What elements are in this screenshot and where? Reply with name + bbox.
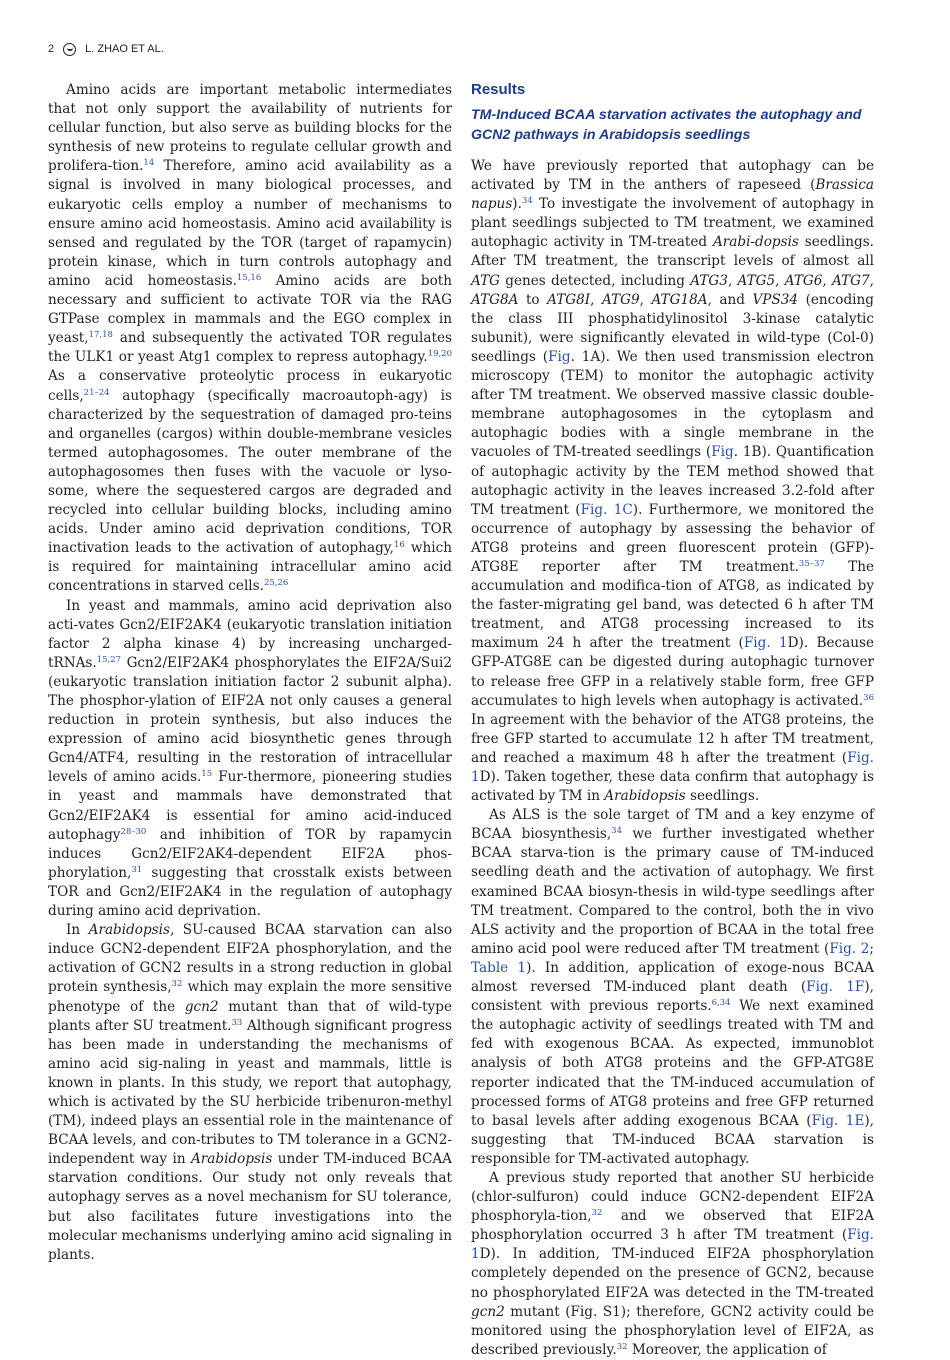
figure-link[interactable]: Fig. 1 — [471, 749, 874, 785]
subsection-title: TM-Induced BCAA starvation activates the autophagy and GCN2 pathways in Arabidopsis seedlings — [471, 107, 862, 143]
citation-link[interactable]: 32 — [171, 979, 183, 990]
italic-term: ATG8A — [471, 291, 519, 308]
italic-term: Arabidopsis — [88, 922, 170, 939]
citation-link[interactable]: 25,26 — [263, 578, 289, 589]
citation-link[interactable]: 36 — [863, 692, 874, 703]
paragraph: In Arabidopsis, SU-caused BCAA starvation can also induce GCN2-dependent EIF2A phosphorylation, and the activation of GCN2 results in a strong reduction in global protein synthesis,$^{32}$ which may explain the more sensitive phenotype of the gcn2 mutant than that of wild-type plants after SU treatment.$^{33}$ Although significant progress has been made in understanding the mechanisms of amino acid sig-naling in yeast and mammals, little is known in plants. In this study, we report that autophagy, which is activated by the SU herbicide tribenuron-methyl (TM), indeed plays an essential role in the maintenance of BCAA levels, and con-tributes to TM tolerance in a GCN2-independent way in Arabidopsis under TM-induced BCAA starvation conditions. Our study not only reveals that autophagy serves as a novel mechanism for SU tolerance, but also facilitates future investigations into the molecular mechanisms underlying amino acid signaling in plants. — [48, 922, 452, 1263]
citation-link[interactable]: 31 — [131, 864, 143, 875]
italic-term: ATG9 — [601, 291, 640, 308]
figure-link[interactable]: Fig. 1E — [811, 1112, 865, 1129]
paragraph: In yeast and mammals, amino acid deprivation also acti-vates Gcn2/EIF2AK4 (eukaryotic translation initiation factor 2 alpha kinase 4) by increasing uncharged-tRNAs.$^{15,27}$ Gcn2/EIF2AK4 phosphorylates the EIF2A/Sui2 (eukaryotic translation initiation factor 2 subunit alpha). The phosphor-ylation of EIF2A not only causes a general reduction in protein synthesis, but also induces the expression of amino acid biosynthetic genes through Gcn4/ATF4, resulting in the restoration of intracellular levels of amino acids.$^{15}$ Fur-thermore, pioneering studies in yeast and mammals have demonstrated that Gcn2/EIF2AK4 is essential for amino acid-induced autophagy$^{28-30}$ and inhibition of TOR by rapamycin induces Gcn2/EIF2AK4-dependent EIF2A phos-phorylation,$^{31}$ suggesting that crosstalk exists between TOR and Gcn2/EIF2AK4 in the regulation of autophagy during amino acid deprivation. — [48, 597, 452, 920]
figure-link[interactable]: Fig. 1 — [743, 635, 788, 652]
citation-link[interactable]: 14 — [143, 158, 155, 169]
italic-term: ATG7 — [831, 272, 870, 289]
left-column — [48, 81, 452, 1265]
figure-link[interactable]: Fig. 1 — [471, 1227, 874, 1263]
citation-link[interactable]: 6,34 — [711, 998, 731, 1009]
citation-link[interactable]: 21–24 — [83, 387, 110, 398]
paragraph: Amino acids are important metabolic intermediates that not only support the availability of nutrients for cellular function, but also serve as building blocks for the synthesis of new proteins to regulate cellular growth and prolifera-tion.$^{14}$ Therefore, amino acid availability as a signal is involved in many biological processes, and eukaryotic cells employ a number of mechanisms to ensure amino acid homeostasis. Amino acid availability is sensed and regulated by the TOR (target of rapamycin) protein kinase, which in turn controls autophagy and amino acid homeostasis.$^{15,16}$ Amino acids are both necessary and sufficient to activate TOR via the RAG GTPase complex in mammals and the EGO complex in yeast,$^{17,18}$ and subsequently the activated TOR regulates the ULK1 or yeast Atg1 complex to repress autophagy.$^{19,20}$ As a conservative proteolytic process in eukaryotic cells,$^{21-24}$ autophagy (specifically macroautoph-agy) is characterized by the sequestration of damaged pro-teins and organelles (cargos) within double-membrane vesicles termed autophagosomes. The outer membrane of the autophagosomes then fuses with the vacuole or lyso-some, where the sequestered cargos are degraded and recycled into cellular building blocks, including amino acids. Under amino acid deprivation conditions, TOR inactivation leads to the activation of autophagy,$^{16}$ which is required for maintaining intracellular amino acid concentrations in starved cells.$^{25,26}$ — [48, 82, 452, 595]
italic-term: ATG8I — [547, 291, 591, 308]
italic-term: gcn2 — [184, 998, 219, 1015]
running-header — [48, 41, 164, 57]
paragraph: We have previously reported that autophagy can be activated by TM in the anthers of rapeseed (Brassica napus).$^{34}$ To investigate the involvement of autophagy in plant seedlings subjected to TM treatment, we examined autophagic activity in TM-treated Arabi-dopsis seedlings. After TM treatment, the transcript levels of almost all ATG genes detected, including ATG3, ATG5, ATG6, ATG7, ATG8A to ATG8I, ATG9, ATG18A, and VPS34 (encoding the class III phosphatidylinositol 3-kinase catalytic subunit), were significantly elevated in wild-type (Col-0) seedlings (Fig. 1A). We then used transmission electron microscopy (TEM) to monitor the autophagic activity after TM treatment. We observed massive classic double-membrane autophagosomes in the cytoplasm and autophagic bodies with a single membrane in the vacuoles of TM-treated seedlings (Fig. 1B). Quantification of autophagic activity by the TEM method showed that autophagic activity in the leaves increased 3.2-fold after TM treatment (Fig. 1C). Furthermore, we monitored the occurrence of autophagy by assessing the behavior of ATG8 proteins and green fluorescent protein (GFP)-ATG8E reporter after TM treatment.$^{35-37}$ The accumulation and modifica-tion of ATG8, as indicated by the faster-migrating gel band, was detected 6 h after TM treatment, and ATG8 processing increased to its maximum 24 h after the treatment (Fig. 1D). Because GFP-ATG8E can be digested during autophagic turnover to release free GFP in a relatively stable form, free GFP accumulates to high levels when autophagy is activated.$^{36}$ In agreement with the behavior of the ATG8 proteins, the free GFP started to accumulate 12 h after TM treatment, and reached a maximum 48 h after the treatment (Fig. 1D). Taken together, these data confirm that autophagy is activated by TM in Arabidopsis seedlings. — [471, 158, 875, 805]
section-title: Results — [471, 81, 526, 98]
citation-link[interactable]: 32 — [591, 1208, 603, 1219]
citation-link[interactable]: 33 — [231, 1017, 243, 1028]
citation-link[interactable]: 35–37 — [798, 558, 825, 569]
citation-link[interactable]: 34 — [521, 196, 533, 207]
italic-term: ATG3 — [690, 272, 728, 289]
italic-term: Arabi-dopsis — [712, 234, 799, 251]
citation-link[interactable]: 16 — [393, 540, 405, 551]
italic-term: ATG — [471, 272, 500, 289]
publisher-logo-icon — [63, 43, 76, 56]
figure-link[interactable]: Table 1 — [471, 959, 527, 976]
running-head-authors: L. ZHAO ET AL. — [85, 43, 164, 55]
italic-term: Arabidopsis — [604, 788, 686, 805]
citation-link[interactable]: 28–30 — [120, 826, 147, 837]
figure-link[interactable]: Fig. 2 — [829, 940, 870, 957]
italic-term: VPS34 — [752, 291, 799, 308]
citation-link[interactable]: 32 — [616, 1341, 628, 1352]
figure-link[interactable]: Fig — [711, 444, 734, 461]
italic-term: gcn2 — [471, 1303, 505, 1320]
citation-link[interactable]: 15,27 — [96, 654, 122, 665]
page-number: 2 — [48, 43, 55, 55]
figure-link[interactable]: Fig. 1F — [806, 979, 865, 996]
citation-link[interactable]: 15 — [201, 769, 213, 780]
italic-term: ATG18A — [651, 291, 708, 308]
citation-link[interactable]: 15,16 — [236, 272, 262, 283]
citation-link[interactable]: 34 — [611, 826, 622, 837]
right-column — [471, 81, 874, 1360]
figure-link[interactable]: Fig. 1C — [580, 501, 633, 518]
italic-term: Arabidopsis — [190, 1151, 273, 1168]
figure-link[interactable]: Fig — [548, 348, 571, 365]
italic-term: ATG5 — [737, 272, 776, 289]
citation-link[interactable]: 19,20 — [427, 349, 452, 360]
italic-term: ATG6 — [784, 272, 823, 289]
italic-term: Brassica napus — [471, 177, 874, 213]
paragraph: A previous study reported that another SU herbicide (chlor-sulfuron) could induce GCN2-dependent EIF2A phosphoryla-tion,$^{32}$ and we observed that EIF2A phosphorylation occurred 3 h after TM treatment (Fig. 1D). In addition, TM-induced EIF2A phosphorylation completely depended on the presence of GCN2, because no phosphorylated EIF2A was detected in the TM-treated gcn2 mutant (Fig. S1); therefore, GCN2 activity could be monitored using the phosphorylation level of EIF2A, as described previously.$^{32}$ Moreover, the application of — [471, 1169, 874, 1358]
paragraph: As ALS is the sole target of TM and a key enzyme of BCAA biosynthesis,$^{34}$ we further investigated whether BCAA starva-tion is the primary cause of TM-induced seedling death and the activation of autophagy. We first examined BCAA biosyn-thesis in wild-type seedlings after TM treatment. Compared to the control, both the in vivo ALS activity and the proportion of BCAA in the total free amino acid pool were reduced after TM treatment (Fig. 2; Table 1). In addition, application of exoge-nous BCAA almost reversed TM-induced plant death (Fig. 1F), consistent with previous reports.$^{6,34}$ We next examined the autophagic activity of seedlings treated with TM and fed with exogenous BCAA. As expected, immunoblot analysis of both ATG8 proteins and the GFP-ATG8E reporter indicated that the TM-induced accumulation of processed forms of ATG8 proteins and free GFP returned to basal levels after adding exogenous BCAA (Fig. 1E), suggesting that TM-induced BCAA starvation is responsible for TM-activated autophagy. — [471, 807, 874, 1167]
right-column-body — [471, 157, 874, 1360]
citation-link[interactable]: 17,18 — [88, 330, 113, 341]
